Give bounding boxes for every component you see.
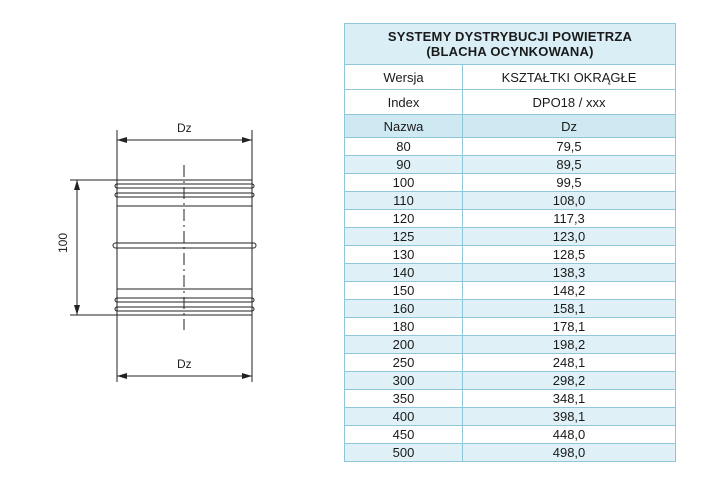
col-dz-header: Dz [463, 115, 676, 138]
col-name-header: Nazwa [345, 115, 463, 138]
table-row [345, 138, 676, 156]
coupling-drawing [40, 100, 310, 400]
height-dimension [70, 180, 117, 315]
table-row [345, 336, 676, 354]
table-row [345, 246, 676, 264]
table-row [345, 156, 676, 174]
table-body [345, 138, 676, 462]
nazwa-cell: 350 [345, 390, 463, 408]
nazwa-cell: 400 [345, 408, 463, 426]
nazwa-cell: 300 [345, 372, 463, 390]
nazwa-cell: 100 [345, 174, 463, 192]
nazwa-cell: 160 [345, 300, 463, 318]
table-row [345, 354, 676, 372]
spec-table [344, 23, 676, 462]
dim-bottom-label: Dz [177, 357, 192, 371]
nazwa-cell: 130 [345, 246, 463, 264]
dz-cell: 498,0 [463, 444, 676, 462]
table-row [345, 210, 676, 228]
nazwa-cell: 180 [345, 318, 463, 336]
nazwa-cell: 500 [345, 444, 463, 462]
table-row [345, 372, 676, 390]
nazwa-cell: 150 [345, 282, 463, 300]
table-row [345, 426, 676, 444]
dz-cell: 128,5 [463, 246, 676, 264]
dz-cell: 348,1 [463, 390, 676, 408]
column-header-row [345, 115, 676, 138]
table-row [345, 192, 676, 210]
nazwa-cell: 250 [345, 354, 463, 372]
dz-cell: 398,1 [463, 408, 676, 426]
dz-cell: 89,5 [463, 156, 676, 174]
index-label: Index [345, 90, 463, 115]
dz-cell: 138,3 [463, 264, 676, 282]
table-row [345, 264, 676, 282]
table-title-row [345, 24, 676, 65]
dz-cell: 198,2 [463, 336, 676, 354]
table-title [345, 24, 676, 65]
dz-cell: 158,1 [463, 300, 676, 318]
table-title-line1: SYSTEMY DYSTRYBUCJI POWIETRZA [387, 29, 633, 44]
dz-cell: 178,1 [463, 318, 676, 336]
dz-cell: 123,0 [463, 228, 676, 246]
table-row [345, 390, 676, 408]
dz-cell: 248,1 [463, 354, 676, 372]
table-row [345, 174, 676, 192]
dz-cell: 79,5 [463, 138, 676, 156]
version-value: KSZTAŁTKI OKRĄGŁE [463, 65, 676, 90]
index-value: DPO18 / xxx [463, 90, 676, 115]
table-row [345, 228, 676, 246]
nazwa-cell: 140 [345, 264, 463, 282]
nazwa-cell: 125 [345, 228, 463, 246]
table-title-line2: (BLACHA OCYNKOWANA) [426, 44, 594, 59]
nazwa-cell: 200 [345, 336, 463, 354]
dim-height-label: 100 [56, 232, 70, 253]
nazwa-cell: 80 [345, 138, 463, 156]
nazwa-cell: 120 [345, 210, 463, 228]
dim-top-label: Dz [177, 121, 192, 135]
nazwa-cell: 90 [345, 156, 463, 174]
nazwa-cell: 110 [345, 192, 463, 210]
version-row [345, 65, 676, 90]
table-row [345, 444, 676, 462]
dz-cell: 117,3 [463, 210, 676, 228]
dz-cell: 108,0 [463, 192, 676, 210]
index-row [345, 90, 676, 115]
table-row [345, 282, 676, 300]
version-label: Wersja [345, 65, 463, 90]
table-row [345, 408, 676, 426]
table-row [345, 300, 676, 318]
nazwa-cell: 450 [345, 426, 463, 444]
dz-cell: 99,5 [463, 174, 676, 192]
dz-cell: 448,0 [463, 426, 676, 444]
table-row [345, 318, 676, 336]
dz-cell: 298,2 [463, 372, 676, 390]
dz-cell: 148,2 [463, 282, 676, 300]
